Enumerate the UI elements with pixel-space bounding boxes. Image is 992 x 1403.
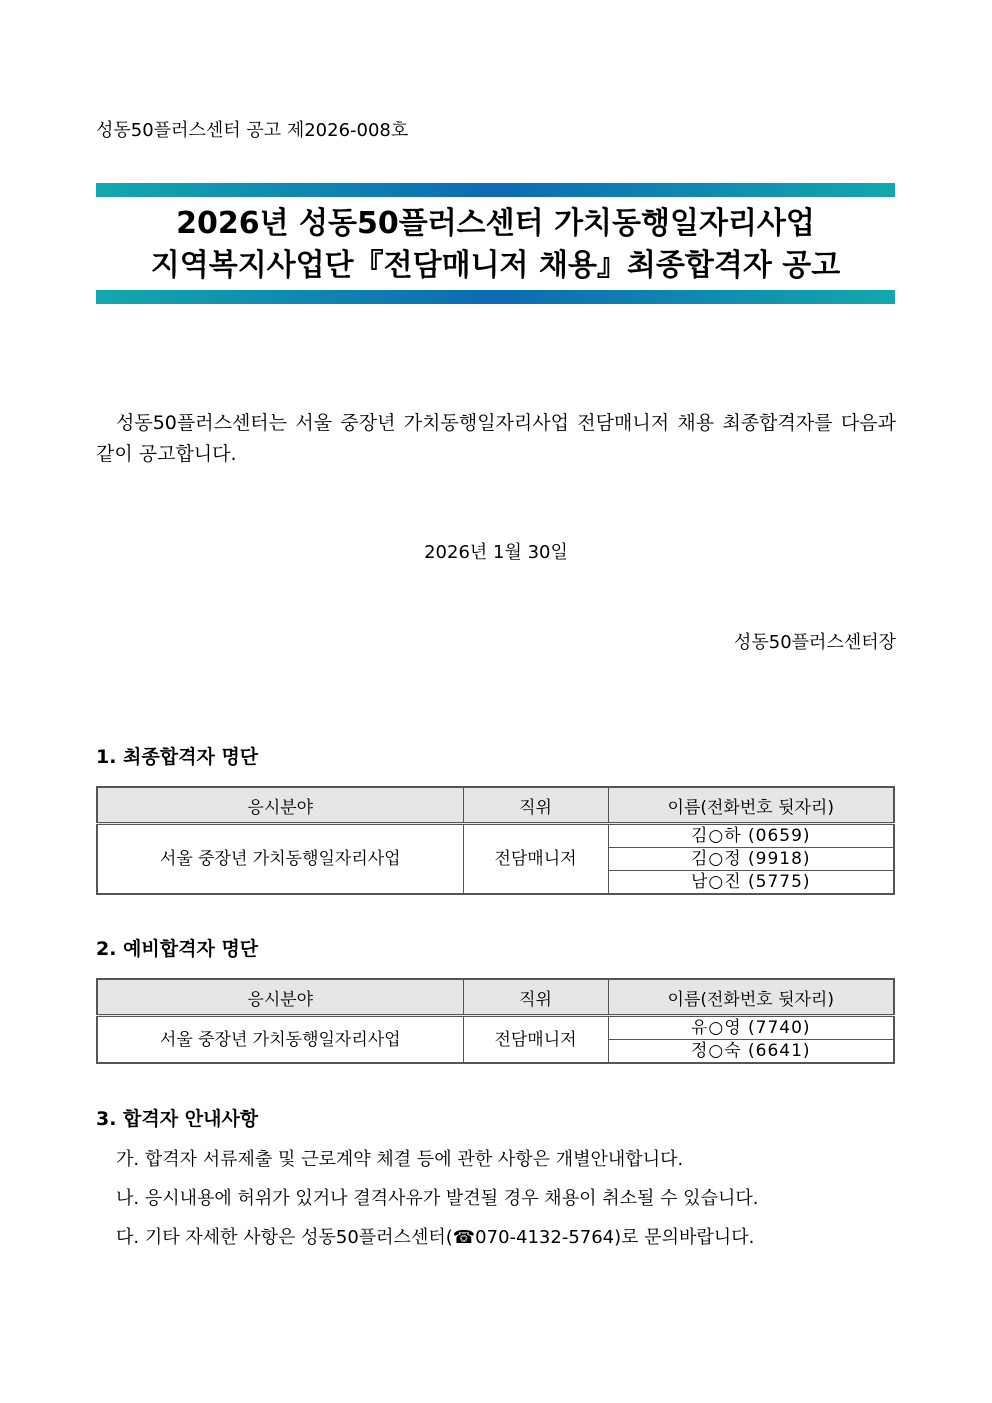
header-position: 직위 bbox=[463, 979, 608, 1016]
table-header-row bbox=[97, 787, 894, 824]
position-cell: 전담매니저 bbox=[463, 1016, 608, 1064]
name-cell: 남○진 (5775) bbox=[608, 871, 894, 895]
title-bar-top bbox=[96, 183, 895, 197]
intro-paragraph: 성동50플러스센터는 서울 중장년 가치동행일자리사업 전담매니저 채용 최종합격자를 다음과 같이 공고합니다. bbox=[96, 412, 896, 465]
notice-number: 성동50플러스센터 공고 제2026-008호 bbox=[96, 120, 409, 141]
header-field: 응시분야 bbox=[97, 979, 463, 1016]
guide-item: 다. 기타 자세한 사항은 성동50플러스센터(☎070-4132-5764)로 문의바랍니다. bbox=[116, 1227, 755, 1248]
section1-title: 1. 최종합격자 명단 bbox=[96, 746, 259, 768]
header-name: 이름(전화번호 뒷자리) bbox=[608, 979, 894, 1016]
name-cell: 유○영 (7740) bbox=[608, 1016, 894, 1040]
name-cell: 김○하 (0659) bbox=[608, 824, 894, 848]
field-cell: 서울 중장년 가치동행일자리사업 bbox=[97, 1016, 463, 1064]
field-cell: 서울 중장년 가치동행일자리사업 bbox=[97, 824, 463, 895]
title-bar-bottom bbox=[96, 290, 895, 304]
reserve-passers-table bbox=[96, 978, 895, 1064]
section2-title: 2. 예비합격자 명단 bbox=[96, 938, 259, 960]
notice-date: 2026년 1월 30일 bbox=[424, 542, 568, 563]
header-position: 직위 bbox=[463, 787, 608, 824]
table-row bbox=[97, 824, 894, 848]
guide-item: 가. 합격자 서류제출 및 근로계약 체결 등에 관한 사항은 개별안내합니다. bbox=[116, 1149, 684, 1170]
table-header-row bbox=[97, 979, 894, 1016]
final-passers-table bbox=[96, 786, 895, 895]
name-cell: 김○정 (9918) bbox=[608, 848, 894, 871]
name-cell: 정○숙 (6641) bbox=[608, 1040, 894, 1064]
title-line-1: 2026년 성동50플러스센터 가치동행일자리사업 bbox=[176, 206, 815, 241]
title-line-2: 지역복지사업단『전담매니저 채용』최종합격자 공고 bbox=[150, 248, 841, 283]
position-cell: 전담매니저 bbox=[463, 824, 608, 895]
section3-title: 3. 합격자 안내사항 bbox=[96, 1108, 259, 1130]
header-name: 이름(전화번호 뒷자리) bbox=[608, 787, 894, 824]
guide-item: 나. 응시내용에 허위가 있거나 결격사유가 발견될 경우 채용이 취소될 수 있습니다. bbox=[116, 1188, 759, 1209]
header-field: 응시분야 bbox=[97, 787, 463, 824]
table-row bbox=[97, 1016, 894, 1040]
signature: 성동50플러스센터장 bbox=[733, 632, 896, 653]
